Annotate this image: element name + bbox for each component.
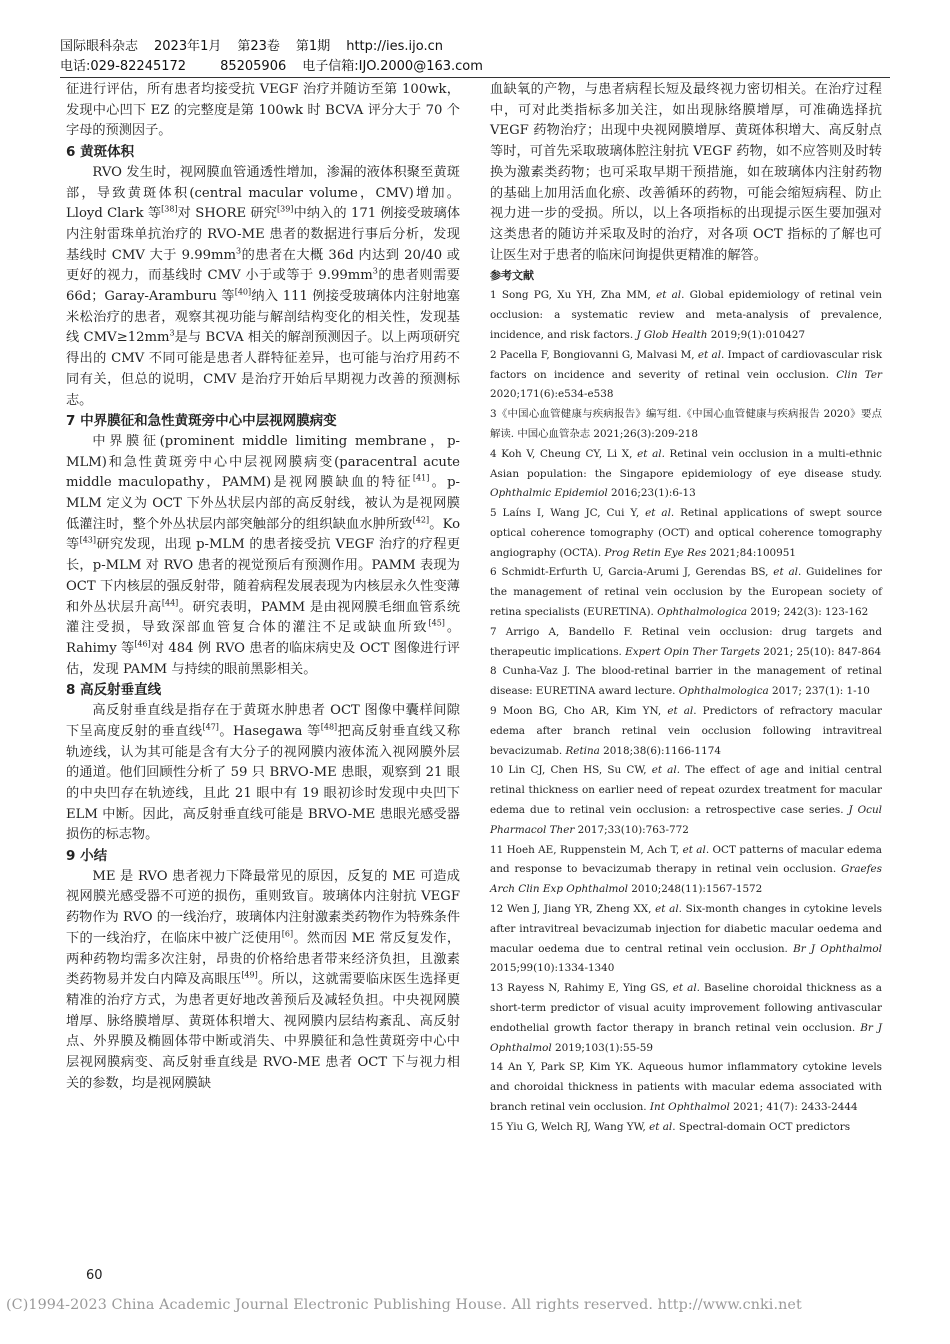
reference-item: 4 Koh V, Cheung CY, Li X, et al. Retinal vein occlusion in a multi-ethnic Asian population: the Singapore epidemiology of eye disease study. Ophthalmic Epidemiol 2016;23(1):6-13 xyxy=(490,447,882,500)
journal-header-line1 xyxy=(60,35,459,54)
citation: [47] xyxy=(202,722,219,732)
citation: [44] xyxy=(161,598,179,608)
email[interactable]: 电子信箱:IJO.2000@163.com xyxy=(302,59,483,74)
issue-number: 第1期 xyxy=(295,39,331,54)
citation: [49] xyxy=(241,970,258,980)
references-heading: 参考文献 xyxy=(490,269,534,283)
header-rule xyxy=(60,77,890,78)
citation: [41] xyxy=(412,473,430,483)
right-column xyxy=(490,80,882,1138)
section-heading-8: 8 高反射垂直线 xyxy=(66,682,162,699)
citation: [43] xyxy=(79,536,97,546)
citation: [45] xyxy=(428,618,445,628)
citation: [39] xyxy=(277,204,294,214)
journal-url[interactable]: http://ies.ijo.cn xyxy=(346,39,444,54)
left-column xyxy=(66,80,460,1094)
paragraph-6: RVO 发生时，视网膜血管通透性增加，渗漏的液体积聚至黄斑部，导致黄斑体积(central macular volume，CMV)增加。Lloyd Clark 等[38]对 SHORE 研究[39]中纳入的 171 例接受玻璃体内注射雷珠单抗治疗的 RVO-ME 患者的数据进行事后分析，发现基线时 CMV 大于 $9.99mm^3$的患者在大概 36d 内达到 20/40 或更好的视力，而基线时 CMV 小于或等于 $9.99mm^3$的患者则需要 66d；Garay-Aramburu 等[40]纳入 111 例接受玻璃体内注射地塞米松治疗的患者，观察其视功能与解剖结构变化的相关性，发现基线 $CMV\ge 12mm^3$是与 BCVA 相关的解剖预测因子。以上两项研究得出的 CMV 不同可能是患者人群特征差异，也可能与治疗用药不同有关，但总的说明，CMV 是治疗开始后早期视力改善的预测标志。 xyxy=(66,164,461,408)
reference-item: 6 Schmidt-Erfurth U, Garcia-Arumi J, Gerendas BS, et al. Guidelines for the management of retinal vein occlusion by the European society of retina specialists (EURETINA). Ophthalmologica 2019; 242(3): 123-162 xyxy=(490,566,882,619)
citation: [42] xyxy=(412,515,430,525)
journal-header-line2 xyxy=(60,55,499,74)
reference-item: 15 Yiu G, Welch RJ, Wang YW, et al. Spectral-domain OCT predictors xyxy=(490,1120,851,1133)
phone: 电话:029-82245172 xyxy=(60,59,187,74)
journal-name: 国际眼科杂志 xyxy=(60,39,139,54)
citation: [46] xyxy=(134,639,151,649)
reference-item: 9 Moon BG, Cho AR, Kim YN, et al. Predictors of refractory macular edema after branch retinal vein occlusion following intravitreal bevacizumab. Retina 2018;38(6):1166-1174 xyxy=(490,705,882,757)
citation: [38] xyxy=(161,204,178,214)
reference-item: 13 Rayess N, Rahimy E, Ying GS, et al. Baseline choroidal thickness as a short-term predictor of visual acuity improvement following antivascular endothelial growth factor therapy in branch retinal vein occlusion. Br J Ophthalmol 2019;103(1):55-59 xyxy=(490,982,882,1054)
paragraph-8: 高反射垂直线是指存在于黄斑水肿患者 OCT 图像中囊样间隙下呈高度反射的垂直线[47]。Hasegawa 等[48]把高反射垂直线又称轨迹线，认为其可能是含有大分子的视网膜内液体流入视网膜外层的通道。他们回顾性分析了 59 只 BRVO-ME 患眼，观察到 21 眼的中央凹存在轨迹线，且此 21 眼中有 19 眼初诊时发现中央凹下 ELM 中断。因此，高反射垂直线可能是 BRVO-ME 患眼光感受器损伤的标志物。 xyxy=(66,703,461,843)
citation: [48] xyxy=(320,722,338,732)
reference-item: 1 Song PG, Xu YH, Zha MM, et al. Global epidemiology of retinal vein occlusion: a systematic review and meta-analysis of prevalence, incidence, and risk factors. J Glob Health 2019;9(1):010427 xyxy=(490,289,882,341)
volume: 第23卷 xyxy=(237,39,280,54)
section-heading-7: 7 中界膜征和急性黄斑旁中心中层视网膜病变 xyxy=(66,413,337,430)
reference-list xyxy=(490,286,882,1137)
paragraph: 征进行评估，所有患者均接受抗 VEGF 治疗并随访至第 100wk，发现中心凹下 EZ 的完整度是第 100wk 时 BCVA 评分大于 70 个字母的预测因子。 xyxy=(66,82,460,139)
paragraph-7: 中界膜征(prominent middle limiting membrane，p-MLM)和急性黄斑旁中心中层视网膜病变(paracentral acute middle maculopathy，PAMM)是视网膜缺血的特征[41]。p-MLM 定义为 OCT 下外丛状层内部的高反射线，被认为是视网膜低灌注时，整个外丛状层内部突触部分的组织缺血水肿所致[42]。Ko 等[43]研究发现，出现 p-MLM 的患者接受抗 VEGF 治疗的疗程更长，p-MLM 对 RVO 患者的视觉预后有预测作用。PAMM 表现为 OCT 下内核层的强反射带，随着病程发展表现为内核层永久性变薄和外丛状层升高[44]。研究表明，PAMM 是由视网膜毛细血管系统灌注受损，导致深部血管复合体的灌注不足或缺血所致[45]。Rahimy 等[46]对 484 例 RVO 患者的临床病史及 OCT 图像进行评估，发现 PAMM 与持续的眼前黑影相关。 xyxy=(66,433,461,677)
copyright-footer: (C)1994-2023 China Academic Journal Electronic Publishing House. All rights reserved. http://www.cnki.net xyxy=(6,1297,802,1313)
reference-item: 14 An Y, Park SP, Kim YK. Aqueous humor inflammatory cytokine levels and choroidal thickness in patients with macular edema associated with branch retinal vein occlusion. Int Ophthalmol 2021; 41(7): 2433-2444 xyxy=(490,1061,882,1113)
page-number: 60 xyxy=(86,1268,103,1283)
citation: [40] xyxy=(234,287,252,297)
section-heading-9: 9 小结 xyxy=(66,848,108,865)
paragraph-9: ME 是 RVO 患者视力下降最常见的原因，反复的 ME 可造成视网膜光感受器不可逆的损伤，重则致盲。玻璃体内注射抗 VEGF 药物作为 RVO 的一线治疗，玻璃体内注射激素类药物作为特殊条件下的一线治疗，在临床中被广泛使用[6]。然而因 ME 常反复发作，两种药物均需多次注射，昂贵的价格给患者带来经济负担，且激素类药物易并发白内障及高眼压[49]。所以，这就需要临床医生选择更精准的治疗方式，为患者更好地改善预后及减轻负担。中央视网膜增厚、脉络膜增厚、黄斑体积增大、视网膜内层结构紊乱、高反射点、外界膜及椭圆体带中断或消失、中界膜征和急性黄斑旁中心中层视网膜病变、高反射垂直线是 RVO-ME 患者 OCT 下与视力相关的参数，均是视网膜缺 xyxy=(66,868,461,1091)
paragraph-9-cont: 血缺氧的产物，与患者病程长短及最终视力密切相关。在治疗过程中，可对此类指标多加关注，如出现脉络膜增厚，可准确选择抗 VEGF 药物治疗；出现中央视网膜增厚、黄斑体积增大、高反射点等时，可首先采取玻璃体腔注射抗 VEGF 药物，如不应答则及时转换为激素类药物；也可采取早期干预措施，如在玻璃体内注射药物的基础上加用活血化瘀、改善循环的药物，可能会缩短病程、防止视力进一步的受损。所以，以上各项指标的出现提示医生要加强对这类患者的随访并采取及时的治疗，对各项 OCT 指标的了解也可让医生对于患者的临床问询提供更精准的解答。 xyxy=(490,82,882,263)
reference-item: 3《中国心血管健康与疾病报告》编写组.《中国心血管健康与疾病报告 2020》要点解读. 中国心血管杂志 2021;26(3):209-218 xyxy=(490,408,882,440)
citation: [6] xyxy=(281,929,294,939)
reference-item: 10 Lin CJ, Chen HS, Su CW, et al. The effect of age and initial central retinal thickness on earlier need of repeat ozurdex treatment for macular edema due to retinal vein occlusion: a retrospective case series. J Ocul Pharmacol Ther 2017;33(10):763-772 xyxy=(490,764,882,836)
reference-item: 5 Laíns I, Wang JC, Cui Y, et al. Retinal applications of swept source optical coherence tomography (OCT) and optical coherence tomography angiography (OCTA). Prog Retin Eye Res 2021;84:100951 xyxy=(490,507,882,559)
reference-item: 12 Wen J, Jiang YR, Zheng XX, et al. Six-month changes in cytokine levels after intravitreal bevacizumab injection for diabetic macular oedema and macular oedema due to central retinal vein occlusion. Br J Ophthalmol 2015;99(10):1334-1340 xyxy=(490,903,883,975)
section-heading-6: 6 黄斑体积 xyxy=(66,144,135,161)
reference-item: 7 Arrigo A, Bandello F. Retinal vein occlusion: drug targets and therapeutic implications. Expert Opin Ther Targets 2021; 25(10): 847-864 xyxy=(490,625,882,658)
reference-item: 2 Pacella F, Bongiovanni G, Malvasi M, et al. Impact of cardiovascular risk factors on incidence and severity of retinal vein occlusion. Clin Ter 2020;171(6):e534-e538 xyxy=(490,348,882,401)
reference-item: 8 Cunha-Vaz J. The blood-retinal barrier in the management of retinal disease: EURETINA award lecture. Ophthalmologica 2017; 237(1): 1-10 xyxy=(490,665,882,698)
phone-2: 85205906 xyxy=(220,59,287,74)
issue-date: 2023年1月 xyxy=(154,39,222,54)
reference-item: 11 Hoeh AE, Ruppenstein M, Ach T, et al. OCT patterns of macular edema and response to bevacizumab therapy in retinal vein occlusion. Graefes Arch Clin Exp Ophthalmol 2010;248(11):1567-1572 xyxy=(490,843,882,896)
